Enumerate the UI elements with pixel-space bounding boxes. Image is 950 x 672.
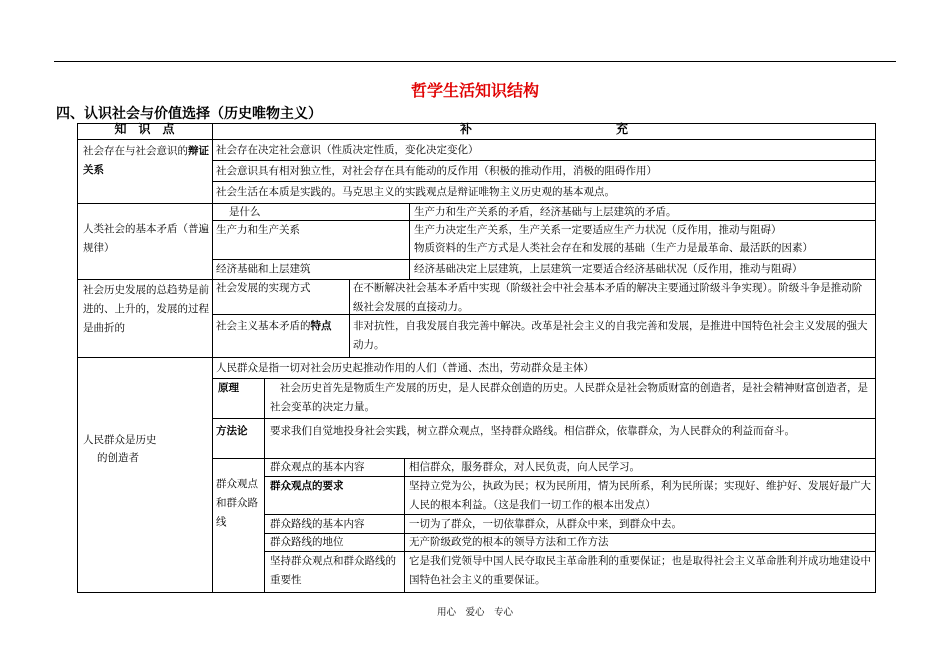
mass-row-term: 群众观点的基本内容 [270, 461, 365, 473]
method-desc: 要求我们自觉地投身社会实践，树立群众观点，坚持群众路线。相信群众，依靠群众，为人民群众的利益而奋斗。 [270, 425, 795, 437]
page-footer: 用心 爱心 专心 [436, 607, 513, 618]
section-heading: 四、认识社会与价值选择（历史唯物主义） [56, 106, 322, 122]
mass-row-desc: 一切为了群众，一切依靠群众，从群众中来，到群众中去。 [409, 518, 682, 530]
mass-label: 群众观点和群众路线 [216, 478, 258, 528]
mass-row-desc: 坚持立党为公，执政为民；权为民所用，情为民所系，利为民所谋；实现好、维护好、发展好最广大人民的根本利益。（这是我们一切工作的根本出发点） [409, 480, 871, 511]
block2-term: 生产力和生产关系 [216, 224, 300, 236]
block3-term: 社会主义基本矛盾的特点 [216, 320, 332, 332]
table-border-left [77, 123, 78, 593]
block2-desc: 物质资料的生产方式是人类社会存在和发展的基础（生产力是最革命、最活跃的因素） [414, 242, 813, 254]
block4-intro: 人民群众是指一切对社会历史起推动作用的人们（普通、杰出，劳动群众是主体） [216, 362, 594, 374]
block2-desc: 生产力决定生产关系，生产关系一定要适应生产力状况（反作用，推动与阻碍） [414, 224, 782, 236]
knowledge-table [77, 123, 876, 593]
block2-term: 经济基础和上层建筑 [216, 263, 311, 275]
block4-label: 人民群众是历史 [83, 434, 157, 446]
mass-row-desc: 相信群众，服务群众，对人民负责，向人民学习。 [409, 461, 640, 473]
block3-term: 社会发展的实现方式 [216, 282, 311, 294]
block2-desc: 经济基础决定上层建筑，上层建筑一定要适合经济基础状况（反作用，推动与阻碍） [414, 263, 803, 275]
page-title: 哲学生活知识结构 [410, 81, 539, 100]
block1-row: 社会生活在本质是实践的。马克思主义的实践观点是辩证唯物主义历史观的基本观点。 [216, 186, 615, 198]
block2-label: 人类社会的基本矛盾（普遍规律） [83, 223, 209, 254]
block2-term: 是什么 [229, 206, 261, 218]
block1-row: 社会意识具有相对独立性，对社会存在具有能动的反作用（积极的推动作用，消极的阻碍作用） [216, 165, 657, 177]
block2-desc: 生产力和生产关系的矛盾，经济基础与上层建筑的矛盾。 [414, 206, 677, 218]
mass-row-desc: 无产阶级政党的根本的领导方法和工作方法 [409, 536, 609, 548]
block1-label: 社会存在与社会意识的辩证关系 [83, 145, 209, 176]
mass-row-desc: 它是我们党领导中国人民夺取民主革命胜利的重要保证；也是取得社会主义革命胜利并成功地建设中国特色社会主义的重要保证。 [409, 555, 871, 586]
mass-row-term: 群众观点的要求 [270, 480, 344, 492]
header-rule [54, 61, 896, 62]
principle-term: 原理 [218, 382, 239, 394]
mass-row-term: 群众路线的地位 [270, 536, 344, 548]
table-border-right [875, 123, 876, 593]
table-border-bottom [77, 592, 876, 593]
header-knowledge-point: 知 识 点 [114, 122, 175, 136]
block3-desc: 非对抗性，自我发展自我完善中解决。改革是社会主义的自我完善和发展，是推进中国特色社会主义发展的强大动力。 [353, 320, 868, 351]
mass-row-term: 坚持群众观点和群众路线的重要性 [270, 555, 396, 586]
block1-row: 社会存在决定社会意识（性质决定性质，变化决定变化） [216, 144, 479, 156]
column-divider [212, 123, 213, 593]
principle-desc: 社会历史首先是物质生产发展的历史，是人民群众创造的历史。人民群众是社会物质财富的创造者，是社会精神财富创造者，是社会变革的决定力量。 [270, 382, 868, 413]
block3-label: 社会历史发展的总趋势是前进的、上升的，发展的过程是曲折的 [83, 284, 209, 334]
method-term: 方法论 [216, 425, 248, 437]
block4-label: 的创造者 [97, 452, 139, 464]
mass-row-term: 群众路线的基本内容 [270, 518, 365, 530]
block3-desc: 在不断解决社会基本矛盾中实现（阶级社会中社会基本矛盾的解决主要通过阶级斗争实现）。阶级斗争是推动阶级社会发展的直接动力。 [353, 282, 863, 313]
header-supplement: 补 充 [459, 122, 628, 136]
